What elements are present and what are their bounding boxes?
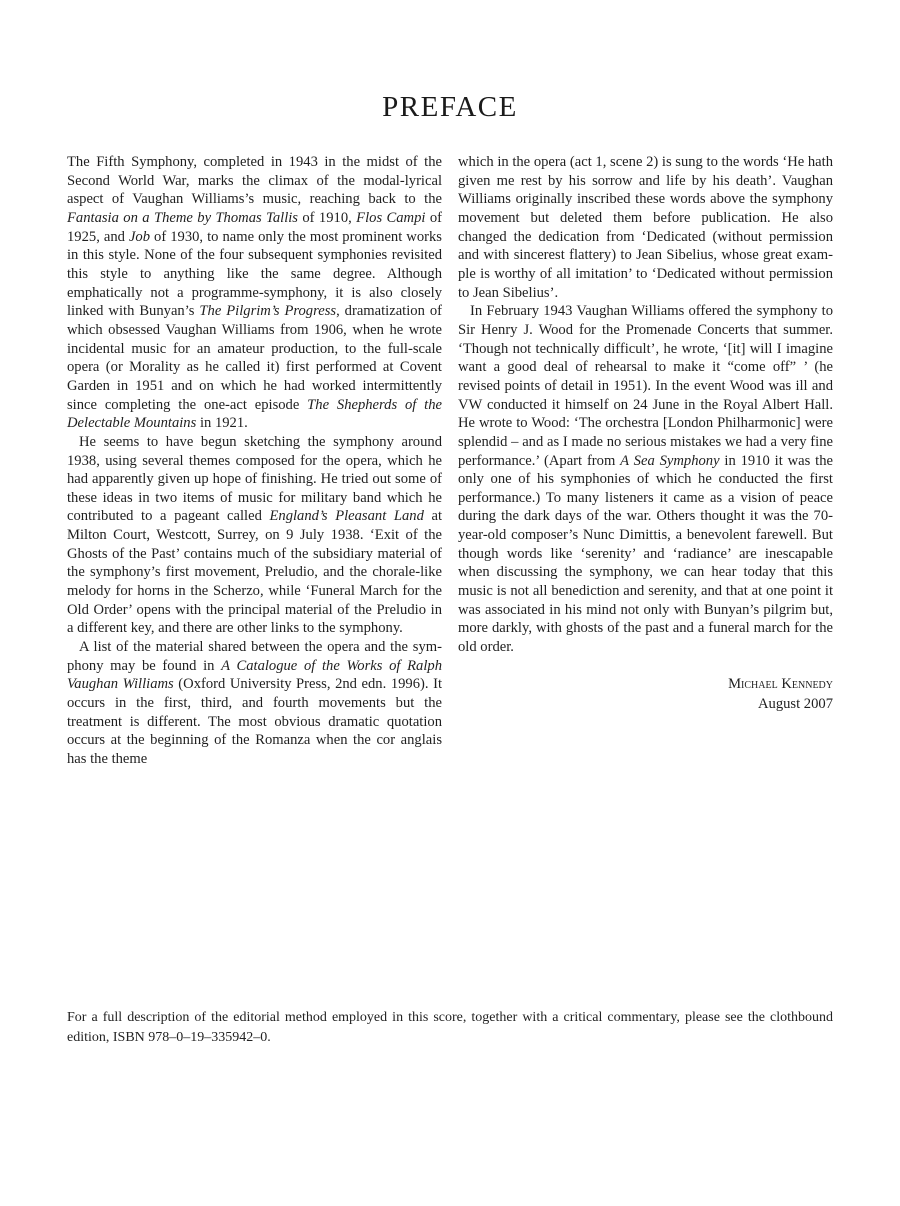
page-title: PREFACE (382, 91, 518, 124)
text-run: at Milton Court, Westcott, Surrey, on 9 July 1938. ‘Exit of the Ghosts of the Past’ contains much of the subsidiary material of the symphony’s first movement, Preludio, and the chorale-like melody for horns in the Scherzo, while ‘Funeral March for the Old Order’ opens with the principal material of the Preludio in a different key, and there are other links to the symphony. (67, 508, 443, 637)
paragraph (67, 433, 442, 638)
text-run: , dramatization of which obsessed Vaughan Williams from 1906, when he wrote incidental music for an amateur production, to the full-scale opera (or Morality as he called it) first performed at Covent Garden in 1951 and on which he had worked intermittently since completing the one-act episode (67, 303, 442, 413)
italic-title: A Sea Symphony (620, 452, 720, 469)
italic-title: The Pilgrim’s Progress (199, 303, 337, 320)
signature-date: August 2007 (758, 695, 833, 712)
left-column (67, 153, 442, 769)
text-run: of 1910, (297, 209, 357, 226)
editorial-footnote: For a full description of the editorial method employed in this score, together with a critical commentary, please see the clothbound edition, ISBN 978–0–19–335942–0. (67, 1010, 833, 1045)
text-run: of 1930, to name only the most prominent works in this style. None of the four subsequent symphonies revisited this style to anything like the same degree. Although emphatically not a programme-symphony, it is also closely linked with Bunyan’s (67, 228, 442, 320)
text-run: which in the opera (act 1, scene 2) is sung to the words ‘He hath given me rest by his sorrow and life by his death’. Vaughan Williams originally inscribed these words above the symphony movement but deleted them before publication. He also changed the dedication from ‘Dedicated (without permission and with sincerest flattery) to Jean Sibelius, whose great example is worthy of all imitation’ to ‘Dedicated without permission to Jean Sibelius’. (458, 154, 833, 301)
italic-title: Fantasia on a Theme by Thomas Tallis (67, 209, 298, 226)
text-run: in 1921. (196, 415, 248, 432)
paragraph (67, 638, 442, 769)
italic-title: The Shepherds of the Delectable Mountains (67, 396, 443, 432)
text-run: in 1910 it was the only one of his symphonies of which he conducted the first performance.) To many listeners it came as a vision of peace during the dark days of the war. Others thought it was the 70-year-old composer’s Nunc Dimittis, a benevolent farewell. But though words like ‘serenity’ and ‘radiance’ are inescapable when discussing the symphony, we can hear today that this music is not all benediction and serenity, and that at one point it was associated in his mind not only with Bunyan’s pilgrim but, more darkly, with ghosts of the past and a funeral march for the old order. (458, 452, 834, 656)
text-run: (Oxford University Press, 2nd edn. 1996). It occurs in the first, third, and fourth movements but the treatment is different. The most obvious dramatic quotation occurs at the beginning of the Romanza when the cor anglais has the theme (67, 676, 442, 767)
italic-title: Flos Campi (356, 209, 426, 226)
italic-title: A Catalogue of the Works of Ralph Vaughan Williams (67, 657, 442, 693)
paragraph (458, 302, 833, 656)
right-column (458, 153, 833, 714)
text-run: A list of the material shared between the opera and the symphony may be found in (67, 639, 442, 674)
author-name: Michael Kennedy (728, 675, 833, 692)
text-run: He seems to have begun sketching the symphony around 1938, using several themes composed for the opera, which he had apparently given up hope of finishing. He tried out some of these ideas in two items of music for military band which he contributed to a pageant called (67, 433, 442, 525)
italic-title: England’s Pleasant Land (269, 508, 424, 525)
text-run: of 1925, and (67, 209, 442, 245)
text-run: The Fifth Symphony, completed in 1943 in the midst of the Second World War, marks the climax of the modal-lyrical aspect of Vaughan Williams’s music, reaching back to the (67, 154, 442, 208)
italic-title: Job (128, 228, 151, 245)
text-run: In February 1943 Vaughan Williams offered the symphony to Sir Henry J. Wood for the Promenade Concerts that summer. ‘Though not technically difficult’, he wrote, ‘[it] will I imagine want a good deal of rehearsal to make it “come off” ’ (he revised points of detail in 1951). In the event Wood was ill and VW conducted it himself on 24 June in the Royal Albert Hall. He wrote to Wood: ‘The orchestra [London Philharmonic] were splendid – and as I made no serious mistakes we had a very fine performance.’ (Apart from (458, 303, 833, 469)
signature-block (458, 674, 833, 714)
paragraph (67, 153, 442, 433)
paragraph (458, 153, 833, 302)
